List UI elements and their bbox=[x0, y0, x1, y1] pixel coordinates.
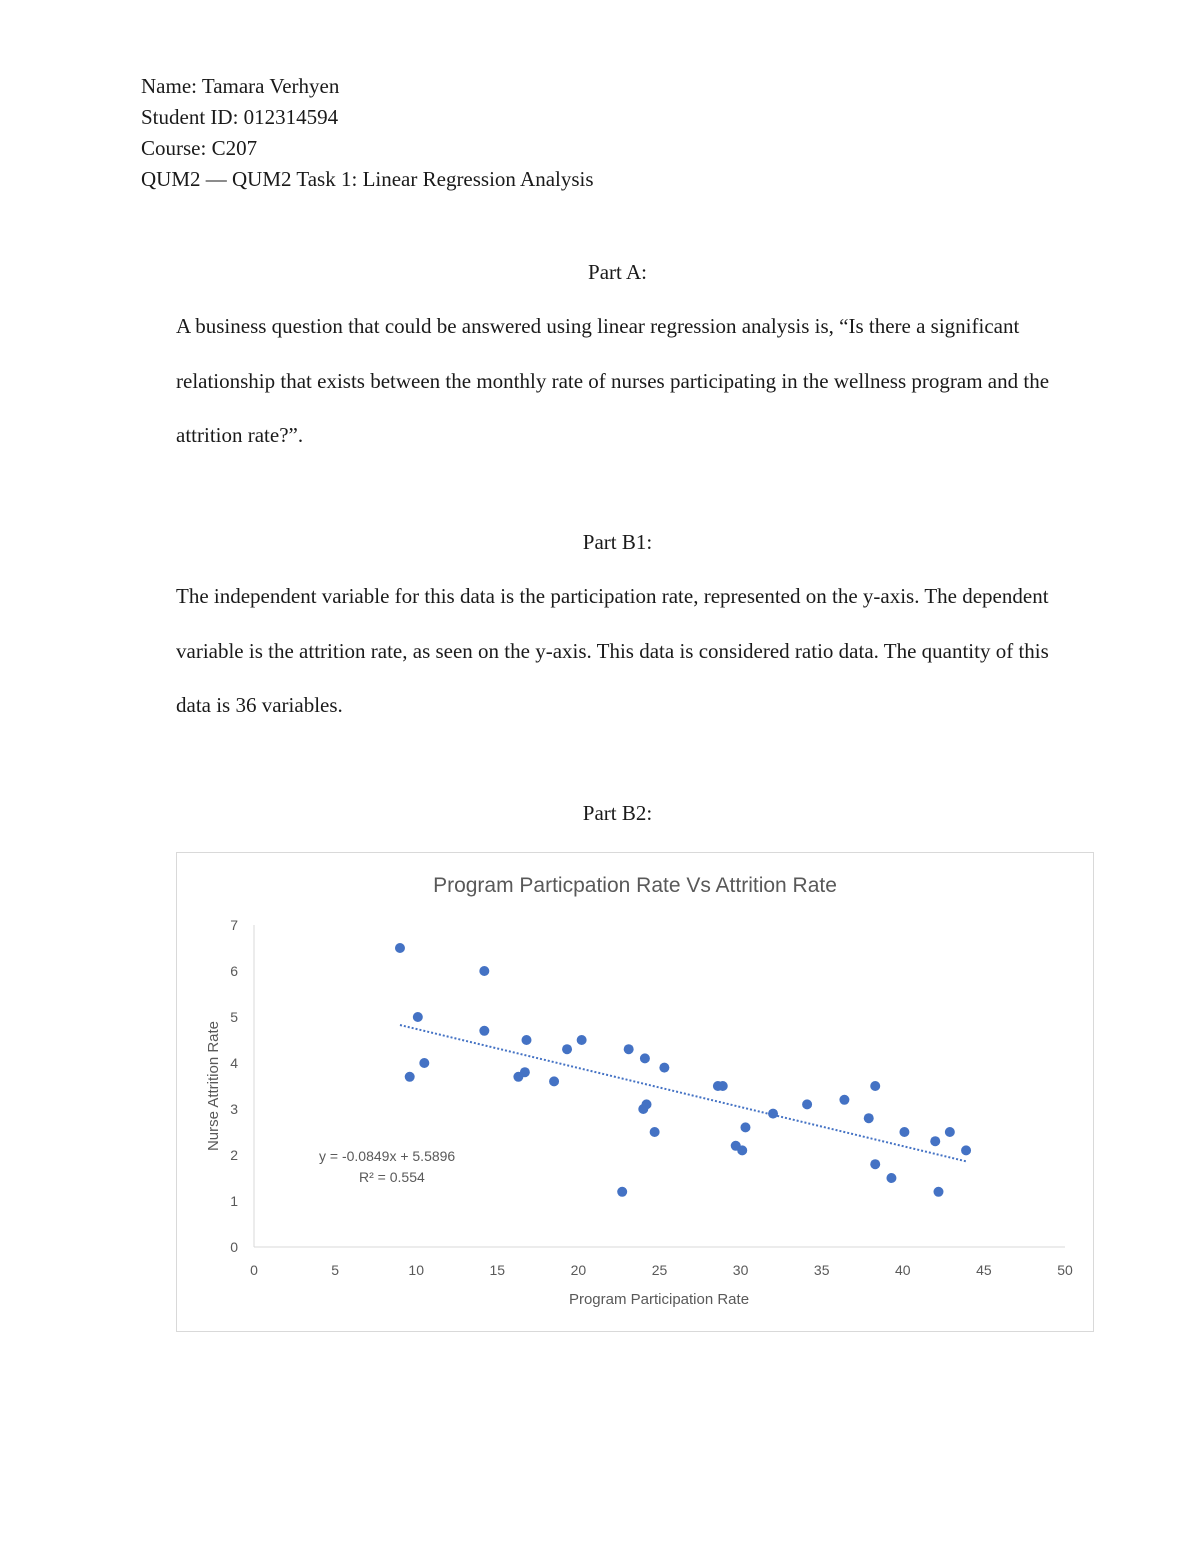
data-point bbox=[870, 1159, 880, 1169]
data-point bbox=[768, 1109, 778, 1119]
y-tick-label: 1 bbox=[230, 1193, 238, 1209]
chart-title: Program Particpation Rate Vs Attrition Rate bbox=[433, 874, 837, 897]
x-tick-label: 40 bbox=[895, 1262, 911, 1278]
x-tick-label: 0 bbox=[250, 1262, 258, 1278]
data-point bbox=[802, 1099, 812, 1109]
task-title: QUM2 — QUM2 Task 1: Linear Regression Analysis bbox=[141, 167, 594, 191]
course-code: Course: C207 bbox=[141, 136, 258, 160]
data-point bbox=[886, 1173, 896, 1183]
y-tick-label: 5 bbox=[230, 1009, 238, 1025]
part-a-heading: Part A: bbox=[588, 260, 647, 284]
x-tick-label: 20 bbox=[570, 1262, 587, 1278]
trendline-equation: y = -0.0849x + 5.5896 bbox=[319, 1148, 456, 1164]
data-point bbox=[930, 1136, 940, 1146]
part-b2-heading: Part B2: bbox=[582, 801, 653, 825]
data-point bbox=[562, 1044, 572, 1054]
trendline bbox=[400, 1025, 968, 1162]
chart-canvas bbox=[177, 853, 1093, 1331]
data-point bbox=[577, 1035, 587, 1045]
y-tick-label: 2 bbox=[230, 1147, 238, 1163]
data-point bbox=[718, 1081, 728, 1091]
x-tick-label: 10 bbox=[408, 1262, 424, 1278]
x-tick-labels bbox=[250, 1262, 1073, 1278]
data-point bbox=[640, 1053, 650, 1063]
data-point bbox=[659, 1063, 669, 1073]
data-point bbox=[839, 1095, 849, 1105]
data-point bbox=[737, 1145, 747, 1155]
y-tick-labels bbox=[230, 917, 238, 1255]
data-point bbox=[961, 1145, 971, 1155]
data-point bbox=[650, 1127, 660, 1137]
student-id: Student ID: 012314594 bbox=[141, 105, 339, 129]
data-point bbox=[642, 1099, 652, 1109]
y-tick-label: 0 bbox=[230, 1239, 238, 1255]
data-point bbox=[479, 966, 489, 976]
data-point bbox=[740, 1122, 750, 1132]
r-squared-label: R² = 0.554 bbox=[359, 1169, 425, 1185]
x-axis-label: Program Participation Rate bbox=[568, 1291, 750, 1308]
student-name: Name: Tamara Verhyen bbox=[141, 74, 340, 98]
data-point bbox=[870, 1081, 880, 1091]
x-tick-label: 15 bbox=[489, 1262, 506, 1278]
y-axis-label: Nurse Attrition Rate bbox=[205, 1020, 222, 1152]
data-point bbox=[864, 1113, 874, 1123]
x-tick-label: 5 bbox=[331, 1262, 339, 1278]
data-point bbox=[419, 1058, 429, 1068]
data-point bbox=[405, 1072, 415, 1082]
x-tick-label: 35 bbox=[813, 1262, 830, 1278]
data-point bbox=[521, 1035, 531, 1045]
data-point bbox=[945, 1127, 955, 1137]
y-tick-label: 6 bbox=[230, 963, 238, 979]
data-point bbox=[933, 1187, 943, 1197]
data-point bbox=[899, 1127, 909, 1137]
x-tick-label: 25 bbox=[651, 1262, 668, 1278]
part-b1-heading: Part B1: bbox=[582, 530, 653, 554]
data-point bbox=[520, 1067, 530, 1077]
data-point bbox=[617, 1187, 627, 1197]
part-b1-paragraph: The independent variable for this data is the participation rate, represented on the y-axis. The dependent variable is the attrition rate, as seen on the y-axis. This data is considered ratio data. The quantity of this data is 36 variables. bbox=[176, 584, 1049, 717]
data-point bbox=[624, 1044, 634, 1054]
y-tick-label: 4 bbox=[230, 1055, 238, 1071]
part-a-paragraph: A business question that could be answered using linear regression analysis is, “Is there a significant relationship that exists between the monthly rate of nurses participating in the wellness program and the attrition rate?”. bbox=[176, 314, 1050, 447]
data-point bbox=[549, 1076, 559, 1086]
scatter-chart bbox=[176, 852, 1094, 1332]
y-tick-label: 3 bbox=[230, 1101, 238, 1117]
data-points bbox=[395, 943, 971, 1197]
x-tick-label: 45 bbox=[976, 1262, 992, 1278]
data-point bbox=[413, 1012, 423, 1022]
x-tick-label: 50 bbox=[1057, 1262, 1073, 1278]
data-point bbox=[479, 1026, 489, 1036]
y-tick-label: 7 bbox=[230, 917, 238, 933]
x-tick-label: 30 bbox=[732, 1262, 749, 1278]
data-point bbox=[395, 943, 405, 953]
